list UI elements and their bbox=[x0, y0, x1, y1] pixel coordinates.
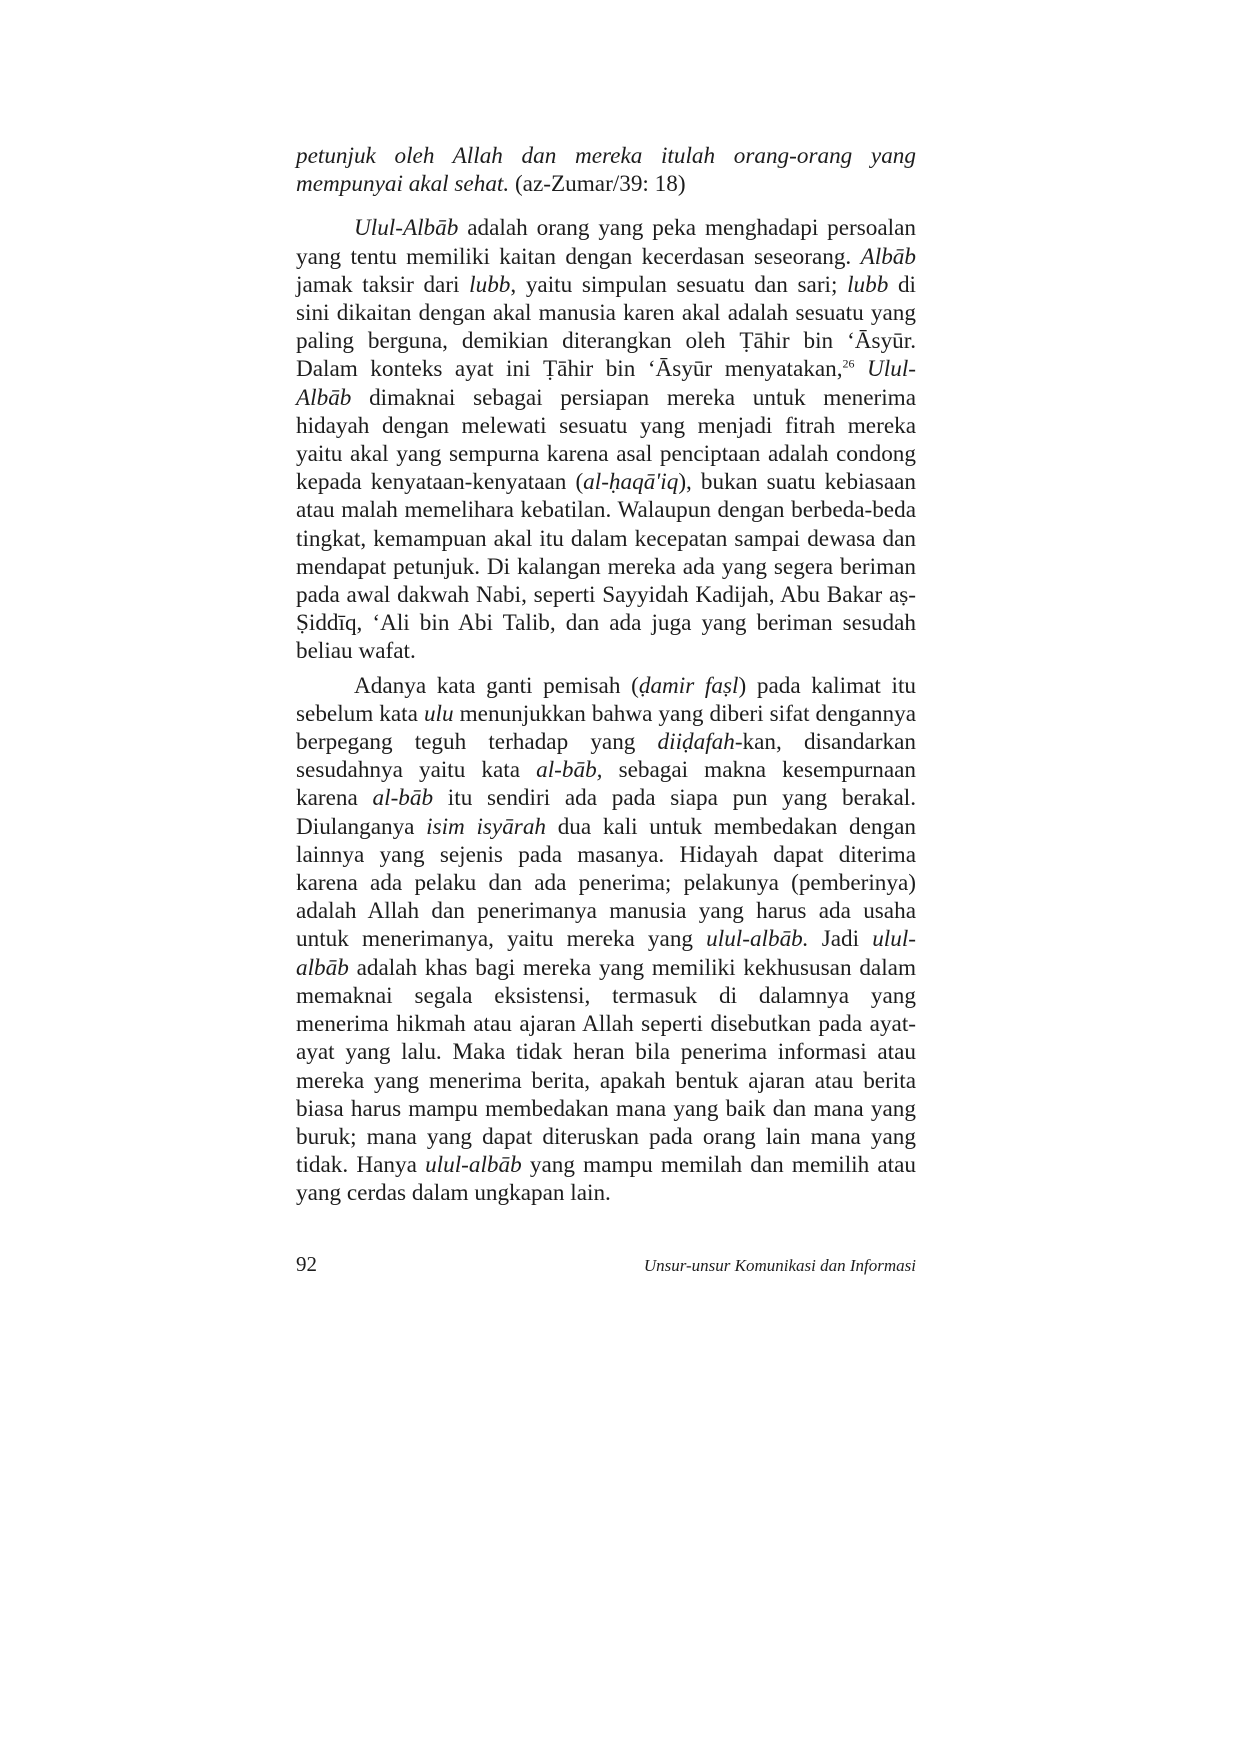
page-footer bbox=[296, 1252, 916, 1277]
term: diiḍafah bbox=[657, 729, 735, 756]
paragraph-ulul-albab bbox=[296, 214, 916, 665]
text-run: yang mampu memilah dan memilih atau yang cerdas dalam ungkapan lain. bbox=[296, 1152, 917, 1207]
term: ulul-albāb bbox=[425, 1152, 522, 1179]
text-run: dua kali untuk membedakan dengan lainnya yang sejenis pada masanya. Hidayah dapat diterima karena ada pelaku dan ada penerima; pelakunya (pemberinya) adalah Allah dan penerimanya manusia yang harus ada usaha untuk menerimanya, yaitu mereka yang bbox=[296, 813, 916, 953]
text-run: Adanya kata ganti pemisah ( bbox=[354, 672, 639, 699]
term: al-bāb bbox=[372, 785, 434, 812]
body-text bbox=[296, 142, 916, 1214]
term: ḍamir faṣl bbox=[638, 672, 739, 699]
text-run: jamak taksir dari bbox=[296, 271, 470, 298]
term: Ulul-Albāb bbox=[354, 215, 459, 242]
text-run: menunjukkan bahwa yang diberi sifat dengannya berpegang teguh terhadap yang bbox=[296, 700, 916, 756]
text-run: adalah khas bagi mereka yang memiliki kekhususan dalam memaknai segala eksistensi, termasuk di dalamnya yang menerima hikmah atau ajaran Allah seperti disebutkan pada ayat-ayat yang lalu. Maka tidak heran bila penerima informasi atau mereka yang menerima berita, apakah bentuk ajaran atau berita biasa harus mampu membedakan mana yang baik dan mana yang buruk; mana yang dapat diteruskan pada orang lain mana yang tidak. Hanya bbox=[296, 954, 916, 1179]
quran-quote bbox=[296, 142, 916, 198]
text-run: adalah orang yang peka menghadapi persoalan yang tentu memiliki kaitan dengan kecerdasan seseorang. bbox=[296, 215, 916, 270]
term: al-ḥaqā'iq bbox=[583, 469, 679, 496]
quote-reference: (az-Zumar/39: 18) bbox=[509, 171, 686, 198]
term: ulul-albāb bbox=[296, 926, 916, 981]
term: ulu bbox=[423, 700, 454, 727]
term: isim isyārah bbox=[426, 813, 547, 840]
page-number: 92 bbox=[296, 1252, 317, 1276]
running-title: Unsur-unsur Komunikasi dan Informasi bbox=[643, 1256, 916, 1275]
term: lubb bbox=[469, 271, 511, 298]
term: al-bāb, bbox=[536, 757, 603, 784]
text-run: , yaitu simpulan sesuatu dan sari; bbox=[510, 271, 848, 298]
term: lubb bbox=[847, 271, 889, 298]
text-run: Jadi bbox=[808, 926, 873, 953]
text-run: sebagai makna kesempurnaan karena bbox=[296, 757, 916, 812]
text-run: -kan, disandarkan sesudahnya yaitu kata bbox=[296, 729, 916, 784]
text-run: di sini dikaitan dengan akal manusia karen akal adalah sesuatu yang paling berguna, demikian diterangkan oleh Ṭāhir bin ‘Āsyūr. Dalam konteks ayat ini Ṭāhir bin ‘Āsyūr menyatakan, bbox=[296, 271, 916, 383]
paragraph-damir-fasl bbox=[296, 672, 916, 1208]
text-run: dimaknai sebagai persiapan mereka untuk menerima hidayah dengan melewati sesuatu yang menjadi fitrah mereka yaitu akal yang sempurna karena asal penciptaan adalah condong kepada kenyataan-kenyataan ( bbox=[296, 384, 916, 496]
text-run: itu sendiri ada pada siapa pun yang berakal. Diulanganya bbox=[296, 785, 916, 840]
term: Ulul-Albāb bbox=[296, 356, 916, 411]
text-run: ), bukan suatu kebiasaan atau malah memelihara kebatilan. Walaupun dengan berbeda-beda tingkat, kemampuan akal itu dalam kecepatan sampai dewasa dan mendapat petunjuk. Di kalangan mereka ada yang segera beriman pada awal dakwah Nabi, seperti Sayyidah Kadijah, Abu Bakar aṣ-Ṣiddīq, ‘Ali bin Abi Talib, dan ada juga yang beriman sesudah beliau wafat. bbox=[296, 469, 916, 665]
footnote-marker: 26 bbox=[842, 356, 855, 371]
term: Albāb bbox=[860, 243, 916, 270]
term: ulul-albāb. bbox=[706, 926, 809, 953]
text-run: ) pada kalimat itu sebelum kata bbox=[296, 672, 917, 727]
quote-translation: petunjuk oleh Allah dan mereka itulah orang-orang yang mempunyai akal sehat. bbox=[296, 143, 916, 198]
